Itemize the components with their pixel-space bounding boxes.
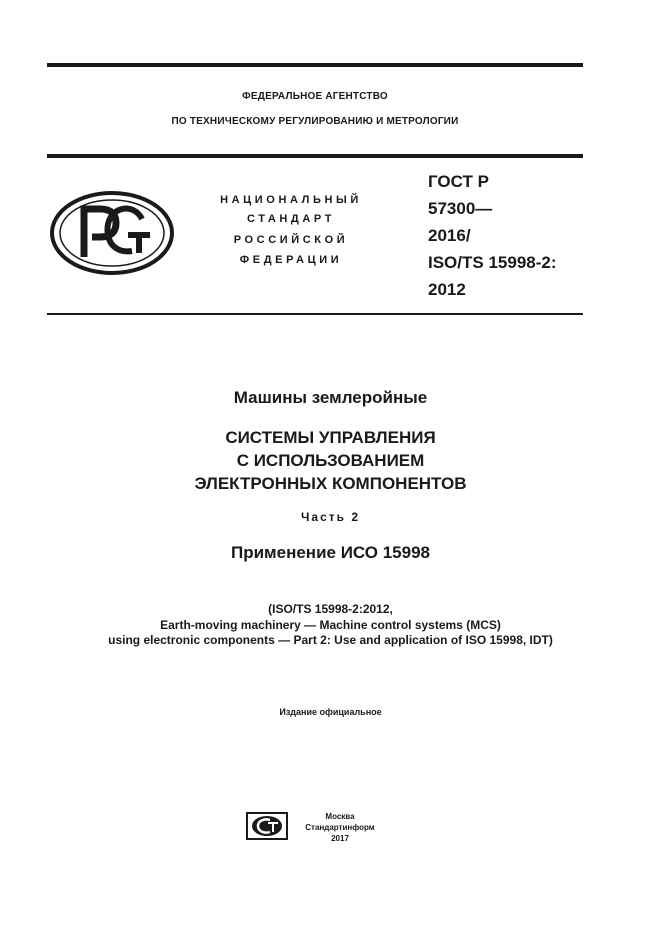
standartinform-logo-icon: [246, 812, 288, 840]
middle-rule: [47, 154, 583, 158]
publisher-name: Стандартинформ: [305, 823, 375, 832]
national-standard-line-4: ФЕДЕРАЦИИ: [239, 254, 343, 266]
designation-line-1: ГОСТ Р: [428, 172, 489, 191]
publisher-year: 2017: [331, 834, 349, 843]
agency-line-1: ФЕДЕРАЛЬНОЕ АГЕНТСТВО: [242, 91, 388, 102]
iso-reference-line-3: using electronic components — Part 2: Use and application of ISO 15998, IDT): [108, 633, 553, 647]
designation-line-2: 57300—: [428, 199, 493, 218]
part-label: Часть 2: [300, 510, 361, 524]
iso-reference-line-2: Earth-moving machinery — Machine control systems (MCS): [160, 618, 501, 632]
title-upper-line-1: СИСТЕМЫ УПРАВЛЕНИЯ: [225, 428, 436, 447]
top-rule: [47, 63, 583, 67]
publisher-city: Москва: [325, 812, 355, 821]
designation-line-3: 2016/: [428, 226, 471, 245]
national-standard-line-1: НАЦИОНАЛЬНЫЙ: [220, 194, 362, 206]
lower-rule: [47, 313, 583, 315]
designation-line-4: ISO/TS 15998-2:: [428, 253, 557, 272]
title-application: Применение ИСО 15998: [231, 543, 430, 562]
designation-line-5: 2012: [428, 280, 466, 299]
national-standard-line-2: СТАНДАРТ: [246, 213, 336, 225]
iso-reference-line-1: (ISO/TS 15998-2:2012,: [268, 602, 393, 616]
title-upper-line-2: С ИСПОЛЬЗОВАНИЕМ: [236, 451, 425, 470]
agency-line-2: ПО ТЕХНИЧЕСКОМУ РЕГУЛИРОВАНИЮ И МЕТРОЛОГИИ: [171, 116, 459, 127]
title-main: Машины землеройные: [233, 388, 428, 407]
national-standard-line-3: РОССИЙСКОЙ: [233, 234, 349, 246]
edition-label: Издание официальное: [279, 707, 382, 717]
title-upper-line-3: ЭЛЕКТРОННЫХ КОМПОНЕНТОВ: [194, 474, 467, 493]
gost-r-logo-icon: [50, 191, 174, 275]
